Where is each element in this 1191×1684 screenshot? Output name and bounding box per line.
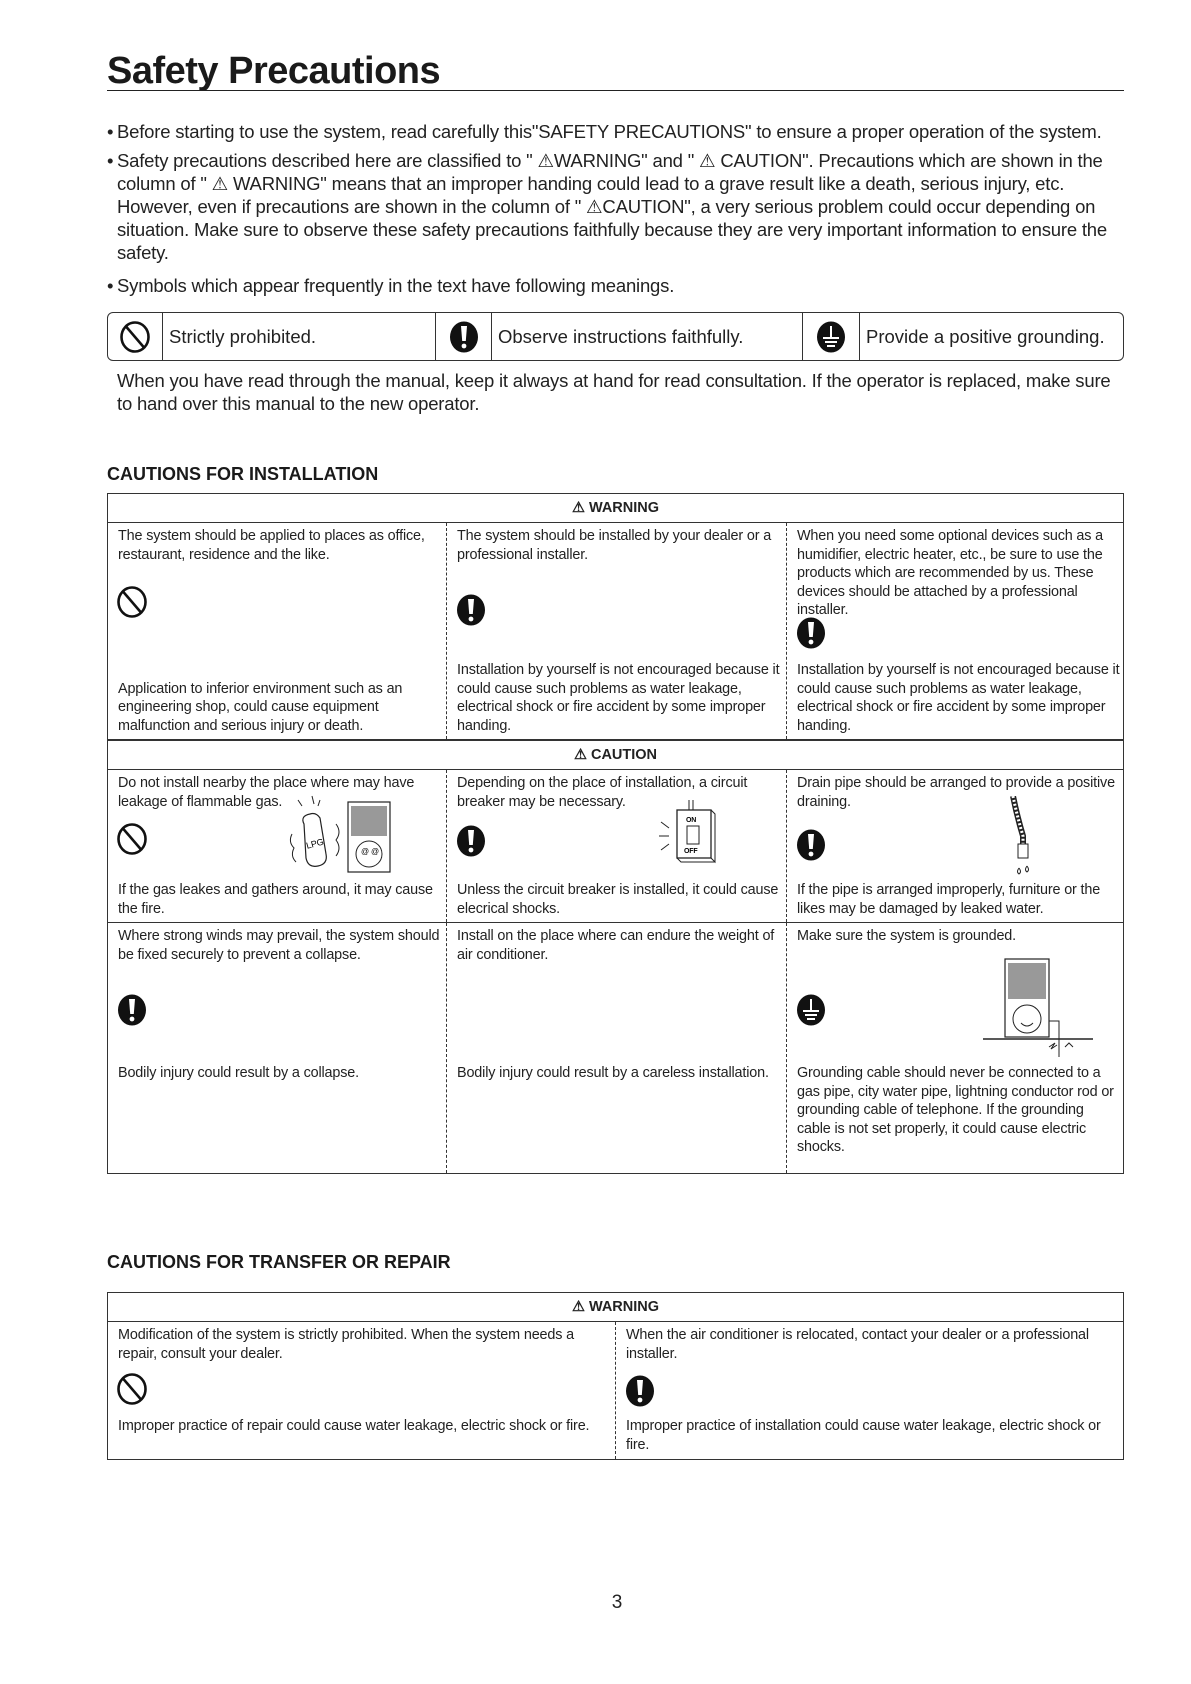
installation-table: [107, 493, 1124, 1174]
table-cell: [787, 523, 1123, 739]
off-label: OFF: [684, 848, 698, 855]
intro-bullet: [107, 274, 1162, 297]
bullet-dot: •: [107, 275, 114, 296]
table-row: [108, 770, 1123, 923]
caution-label: CAUTION: [590, 747, 658, 763]
prohibited-icon: [116, 822, 148, 856]
cell-consequence: Installation by yourself is not encouraged because it could cause such problems as water leakage, electrical shock or fire accident by some improper handing.: [457, 662, 780, 734]
table-cell: [447, 923, 787, 1173]
ground-icon: [803, 313, 860, 360]
warning-header: [108, 494, 1123, 523]
section-heading-installation: CAUTIONS FOR INSTALLATION: [107, 464, 379, 484]
cell-text: The system should be installed by your dealer or a professional installer.: [457, 528, 772, 563]
warning-label: WARNING: [588, 500, 660, 516]
gas-leak-illustration: [284, 794, 394, 874]
table-cell: [787, 923, 1123, 1173]
cell-text: Modification of the system is strictly prohibited. When the system needs a repair, consult your dealer.: [118, 1327, 574, 1362]
cell-text: Make sure the system is grounded.: [797, 928, 1017, 944]
drain-pipe-illustration: [1007, 796, 1037, 878]
table-cell: [108, 770, 447, 922]
table-row: [108, 1322, 1123, 1459]
bullet-dot: •: [107, 121, 114, 142]
mandatory-icon: [455, 593, 487, 627]
on-label: ON: [686, 817, 697, 824]
mandatory-icon: [116, 993, 148, 1027]
cell-text: Do not install nearby the place where may have leakage of flammable gas.: [118, 775, 415, 810]
warning-label: WARNING: [588, 1299, 660, 1315]
cell-text: Where strong winds may prevail, the system should be fixed securely to prevent a collapse.: [118, 928, 440, 963]
ground-icon: [795, 993, 827, 1027]
table-cell: [108, 923, 447, 1173]
table-cell: [616, 1322, 1123, 1459]
cell-consequence: Bodily injury could result by a collapse.: [118, 1065, 360, 1081]
cell-consequence: Improper practice of repair could cause water leakage, electric shock or fire.: [118, 1418, 590, 1434]
cell-consequence: If the pipe is arranged improperly, furniture or the likes may be damaged by leaked water.: [797, 882, 1101, 917]
cell-text: The system should be applied to places as office, restaurant, residence and the like.: [118, 528, 425, 563]
prohibited-icon: [116, 585, 148, 619]
warning-triangle-icon: ⚠: [571, 500, 585, 516]
cell-text: When the air conditioner is relocated, contact your dealer or a professional installer.: [626, 1327, 1089, 1362]
mandatory-icon: [624, 1374, 656, 1408]
table-cell: [447, 523, 787, 739]
section-heading-transfer: CAUTIONS FOR TRANSFER OR REPAIR: [107, 1252, 451, 1272]
symbol-label: Provide a positive grounding.: [866, 325, 1105, 347]
circuit-breaker-illustration: [657, 800, 727, 870]
mandatory-icon: [795, 828, 827, 862]
bullet-text: Symbols which appear frequently in the text have following meanings.: [117, 275, 675, 296]
prohibited-icon: [108, 313, 163, 360]
cell-consequence: Grounding cable should never be connected to a gas pipe, city water pipe, lightning conductor rod or grounding cable of telephone. If the grounding cable is not set properly, it could cause electric shocks.: [797, 1065, 1114, 1155]
cell-text: Drain pipe should be arranged to provide a positive draining.: [797, 775, 1115, 810]
table-cell: [787, 770, 1123, 922]
symbol-legend: [107, 312, 1124, 361]
table-cell: [108, 1322, 616, 1459]
bullet-text: Safety precautions described here are classified to " ⚠WARNING" and " ⚠ CAUTION". Precautions which are shown in the column of " ⚠ WARNING" means that an improper handing could lead to a grave result like a death, serious injury, etc. However, even if precautions are shown in the column of " ⚠CAUTION", a very serious problem could occur depending on situation. Make sure to observe these safety precautions faithfully because they are very important information to ensure the safety.: [117, 150, 1107, 263]
intro-bullet: [107, 149, 1132, 264]
cell-consequence: Bodily injury could result by a careless installation.: [457, 1065, 769, 1081]
intro-bullet: [107, 120, 1162, 143]
cell-text: Install on the place where can endure the weight of air conditioner.: [457, 928, 775, 963]
page-number: 3: [611, 1592, 623, 1613]
page-title: Safety Precautions: [107, 50, 441, 92]
warning-triangle-icon: ⚠: [571, 1299, 585, 1315]
title-divider: [107, 90, 1124, 91]
cell-consequence: Improper practice of installation could cause water leakage, electric shock or fire.: [626, 1418, 1101, 1453]
manual-note: When you have read through the manual, keep it always at hand for read consultation. If the operator is replaced, make sure to hand over this manual to the new operator.: [117, 370, 1111, 414]
symbol-label: Observe instructions faithfully.: [492, 313, 803, 360]
cell-consequence: If the gas leakes and gathers around, it may cause the fire.: [118, 882, 433, 917]
grounded-unit-illustration: [983, 957, 1095, 1057]
table-row: [108, 523, 1123, 740]
cell-text: When you need some optional devices such as a humidifier, electric heater, etc., be sure to use the products which are recommended by us. These devices should be attached by a professional installer.: [797, 528, 1104, 618]
mandatory-icon: [436, 313, 492, 360]
symbol-label: Strictly prohibited.: [163, 313, 436, 360]
bullet-text: Before starting to use the system, read carefully this"SAFETY PRECAUTIONS" to ensure a proper operation of the system.: [117, 121, 1102, 142]
table-cell: [108, 523, 447, 739]
table-cell: [447, 770, 787, 922]
transfer-table: [107, 1292, 1124, 1460]
svg-text:@ @: @ @: [361, 847, 380, 856]
lpg-label: LPG: [305, 836, 325, 851]
table-row: [108, 923, 1123, 1173]
prohibited-icon: [116, 1372, 148, 1406]
mandatory-icon: [455, 824, 487, 858]
cell-consequence: Application to inferior environment such as an engineering shop, could cause equipment malfunction and serious injury or death.: [118, 680, 403, 734]
cell-consequence: Installation by yourself is not encouraged because it could cause such problems as water leakage, electrical shock or fire accident by some improper handing.: [797, 662, 1120, 734]
bullet-dot: •: [107, 150, 114, 171]
mandatory-icon: [795, 616, 827, 650]
caution-header: [108, 740, 1123, 770]
cell-consequence: Unless the circuit breaker is installed, it could cause elecrical shocks.: [457, 882, 779, 917]
warning-header: [108, 1293, 1123, 1322]
warning-triangle-icon: ⚠: [573, 747, 587, 763]
cell-text: Depending on the place of installation, a circuit breaker may be necessary.: [457, 775, 748, 810]
